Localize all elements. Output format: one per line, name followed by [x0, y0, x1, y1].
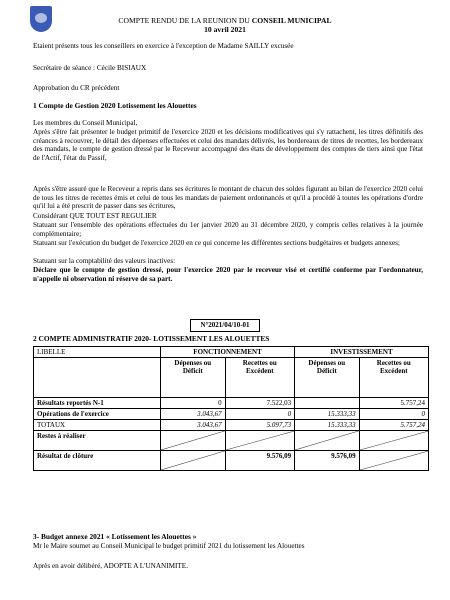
row-label: Résultats reportés N-1 — [34, 398, 161, 409]
sub-depenses: Dépenses ou Déficit — [161, 358, 226, 398]
sub-recettes: Recettes ou Excédent — [225, 358, 295, 398]
cell-fonct-rec: 9.576,09 — [225, 451, 295, 471]
hatched-cell — [359, 451, 428, 471]
cell-fonct-dep: 0 — [161, 398, 226, 409]
cell-invest-dep: 15.333,33 — [295, 420, 360, 431]
section1-p4: Considérant QUE TOUT EST REGULIER — [33, 212, 157, 220]
attendance-text: Etaient présents tous les conseillers en exercice à l'exception de Madame SAILLY excusée — [33, 42, 294, 50]
cell-invest-dep — [295, 398, 360, 409]
section3-heading: 3- Budget annexe 2021 « Lotissement les Alouettes » — [33, 532, 197, 541]
table-row — [34, 431, 429, 451]
secretary-text: Secrétaire de séance : Cécile BISIAUX — [33, 64, 147, 72]
hatched-cell — [225, 431, 295, 451]
section3-p2: Après en avoir délibéré, ADOPTE A L'UNANIMITE. — [33, 562, 188, 570]
cell-fonct-rec: 5.097,73 — [225, 420, 295, 431]
row-label: Résultat de clôture — [34, 451, 161, 471]
cell-fonct-dep: 3.043,67 — [161, 409, 226, 420]
budget-table — [33, 346, 429, 471]
row-label: Restes à réaliser — [34, 431, 161, 451]
cell-fonct-rec: 0 — [225, 409, 295, 420]
cell-invest-dep: 15.333,33 — [295, 409, 360, 420]
hatched-cell — [161, 431, 226, 451]
sub-depenses: Dépenses ou Déficit — [295, 358, 360, 398]
section1-p5: Statuant sur l'ensemble des opérations effectuées du 1er janvier 2020 au 31 décembre 2020, y compris celles relatives à la journée complémentaire; — [33, 221, 423, 238]
approval-text: Approbation du CR précédent — [33, 84, 120, 92]
cell-fonct-rec: 7.522,03 — [225, 398, 295, 409]
blank-cell — [34, 358, 161, 398]
cell-invest-rec: 5.757,24 — [359, 398, 428, 409]
section1-p3: Après s'être assuré que le Receveur a repris dans ses écritures le montant de chacun des soldes figurant au bilan de l'exercice 2020 celui de tous les titres de recettes émis et celui de tous les mandats de paiement ordonnancés et qu'il a procédé à toutes les opérations d'ordre qu'il lui a été prescrit de passer dans ses écritures, — [33, 185, 423, 211]
section3-p1: Mr le Maire soumet au Conseil Municipal le budget primitif 2021 du lotissement les Alouettes — [33, 542, 305, 550]
meeting-date: 10 avril 2021 — [204, 25, 246, 34]
section1-heading: 1 Compte de Gestion 2020 Lotissement les Alouettes — [33, 101, 197, 110]
section1-p2: Après s'être fait présenter le budget primitif de l'exercice 2020 et les décisions modificatives qui s'y rattachent, les titres définitifs des créances à recouvrer, le détail des dépenses effectuées et celui des mandats délivrés, les bordereaux de titres de recettes, les bordereaux des mandats, le compte de gestion dressé par le Receveur accompagné des états de développement des comptes de tiers ainsi que l'état de l'Actif, l'état du Passif, — [33, 128, 423, 162]
sub-recettes: Recettes ou Excédent — [359, 358, 428, 398]
section1-p1: Les membres du Conseil Municipal, — [33, 119, 138, 127]
row-label: TOTAUX — [34, 420, 161, 431]
table-subheader-row — [34, 358, 429, 398]
table-row — [34, 409, 429, 420]
col-fonctionnement: FONCTIONNEMENT — [161, 347, 295, 358]
hatched-cell — [359, 431, 428, 451]
table-row — [34, 420, 429, 431]
title-bold: CONSEIL MUNICIPAL — [251, 16, 332, 25]
cell-invest-rec: 0 — [359, 409, 428, 420]
section1-p7: Statuant sur la comptabilité des valeurs inactives: — [33, 257, 176, 265]
title-prefix: COMPTE RENDU DE LA REUNION DU — [118, 16, 252, 25]
section2-heading: 2 COMPTE ADMINISTRATIF 2020- LOTISSEMENT LES ALOUETTES — [33, 334, 270, 343]
hatched-cell — [161, 451, 226, 471]
section1-p6: Statuant sur l'exécution du budget de l'exercice 2020 en ce qui concerne les différentes sections budgétaires et budgets annexes; — [33, 239, 400, 247]
section1-p8: Déclare que le compte de gestion dressé, pour l'exercice 2020 par le receveur visé et certifié conforme par l'ordonnateur, n'appelle ni observation ni réserve de sa part. — [33, 266, 423, 283]
col-investissement: INVESTISSEMENT — [295, 347, 429, 358]
cell-invest-dep: 9.576,09 — [295, 451, 360, 471]
table-header-row — [34, 347, 429, 358]
deliberation-reference: N°2021/04/10-01 — [190, 319, 260, 332]
cell-fonct-dep: 3.043,67 — [161, 420, 226, 431]
cell-invest-rec: 5.757,24 — [359, 420, 428, 431]
table-row — [34, 398, 429, 409]
col-libelle: LIBELLE — [34, 347, 161, 358]
page-title — [0, 16, 450, 25]
table-row — [34, 451, 429, 471]
row-label: Opérations de l'exercice — [34, 409, 161, 420]
hatched-cell — [295, 431, 360, 451]
